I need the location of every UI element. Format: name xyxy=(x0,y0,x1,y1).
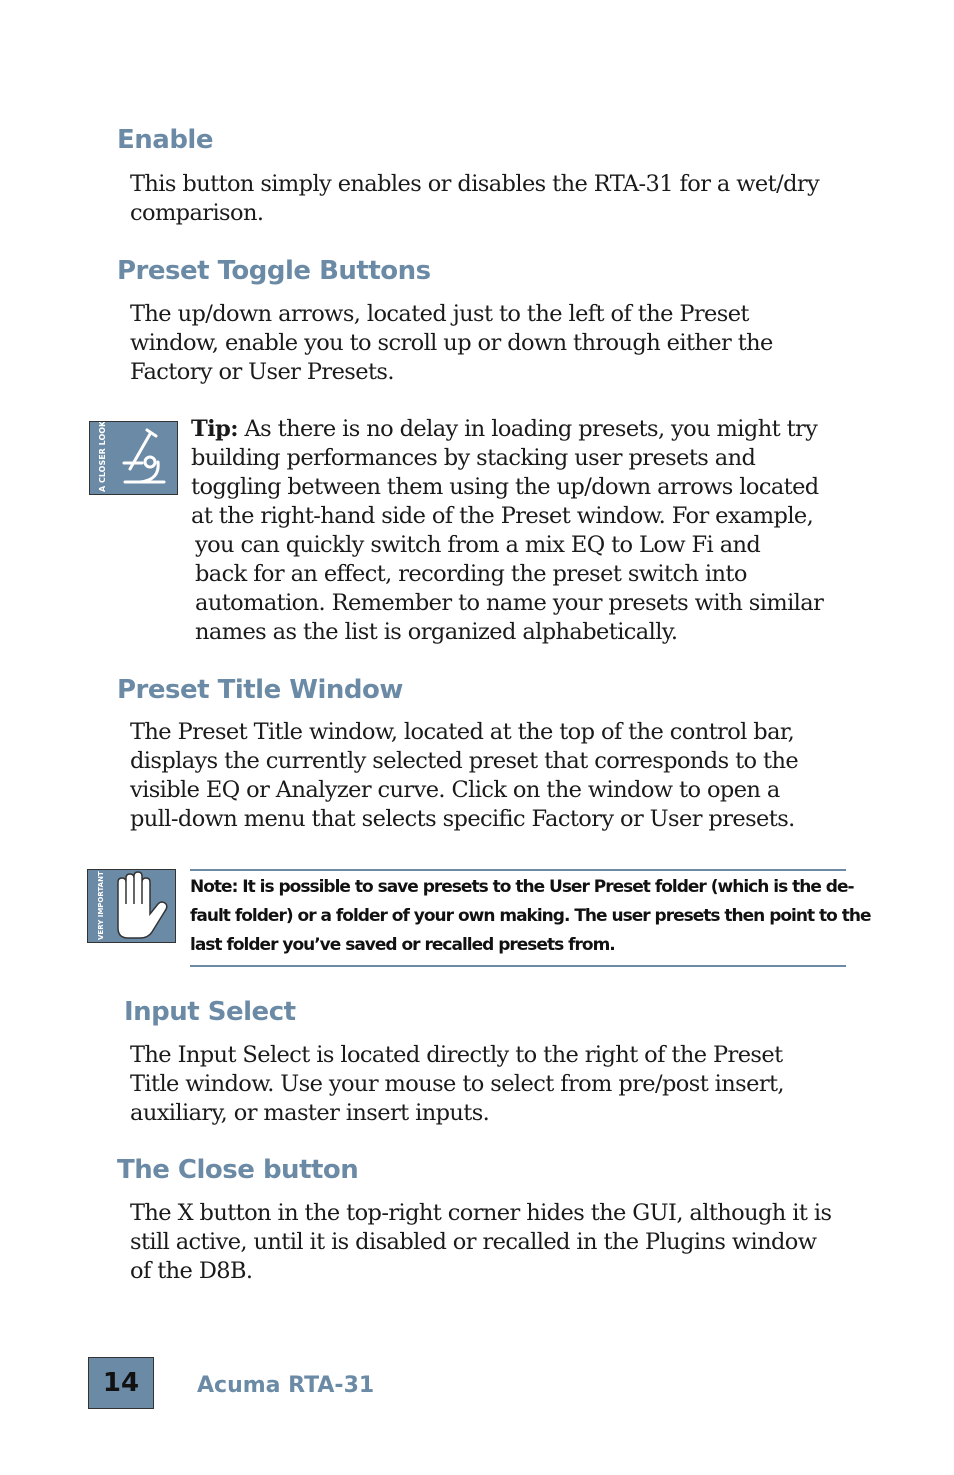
text-line: The Input Select is located directly to the right of the Preset xyxy=(130,1042,783,1068)
text-line: window, enable you to scroll up or down through either the xyxy=(130,330,773,356)
tip-label: Tip: xyxy=(191,416,238,442)
text-line: auxiliary, or master insert inputs. xyxy=(130,1100,490,1126)
footer-title: Acuma RTA-31 xyxy=(197,1373,375,1398)
heading-preset-toggle-buttons: Preset Toggle Buttons xyxy=(117,256,431,286)
hand-icon xyxy=(88,870,175,942)
paragraph-preset-title-window xyxy=(130,718,850,834)
heading-input-select: Input Select xyxy=(124,997,296,1027)
text-line: displays the currently selected preset that corresponds to the xyxy=(130,748,799,774)
heading-preset-title-window: Preset Title Window xyxy=(117,675,403,705)
text-line: pull-down menu that selects specific Factory or User presets. xyxy=(130,806,795,832)
microscope-icon xyxy=(90,422,177,494)
text-line: still active, until it is disabled or recalled in the Plugins window xyxy=(130,1229,817,1255)
text-line: The X button in the top-right corner hides the GUI, although it is xyxy=(130,1200,832,1226)
text-line: visible EQ or Analyzer curve. Click on the window to open a xyxy=(130,777,780,803)
heading-enable: Enable xyxy=(117,125,213,155)
text-line: comparison. xyxy=(130,200,264,226)
closer-look-label: A CLOSER LOOK xyxy=(98,422,107,492)
closer-look-icon xyxy=(89,421,178,495)
paragraph-input-select xyxy=(130,1041,850,1128)
text-line: Title window. Use your mouse to select from pre/post insert, xyxy=(130,1071,784,1097)
text-line: Factory or User Presets. xyxy=(130,359,394,385)
text-line: automation. Remember to name your presets with similar xyxy=(195,590,824,616)
tip-first-line-text: As there is no delay in loading presets, you might try xyxy=(237,416,818,442)
text-line: Note: It is possible to save presets to the User Preset folder (which is the de- xyxy=(190,877,854,897)
paragraph-enable xyxy=(130,170,850,228)
page-number: 14 xyxy=(88,1357,154,1409)
note-text xyxy=(190,873,871,960)
paragraph-preset-toggle-buttons xyxy=(130,300,850,387)
text-line: back for an effect, recording the preset switch into xyxy=(195,561,747,587)
text-line: you can quickly switch from a mix EQ to Low Fi and xyxy=(195,532,761,558)
text-line: The Preset Title window, located at the top of the control bar, xyxy=(130,719,795,745)
text-line: The up/down arrows, located just to the left of the Preset xyxy=(130,301,749,327)
tip-paragraph xyxy=(191,415,841,647)
paragraph-close-button xyxy=(130,1199,850,1286)
tip-first-line xyxy=(191,415,841,444)
text-line: last folder you’ve saved or recalled presets from. xyxy=(190,935,615,955)
text-line: This button simply enables or disables the RTA-31 for a wet/dry xyxy=(130,171,820,197)
text-line: fault folder) or a folder of your own making. The user presets then point to the xyxy=(190,906,871,926)
very-important-label: VERY IMPORTANT xyxy=(97,871,105,940)
text-line: names as the list is organized alphabetically. xyxy=(195,619,678,645)
text-line: at the right-hand side of the Preset window. For example, xyxy=(191,503,814,529)
text-line: of the D8B. xyxy=(130,1258,253,1284)
text-line: building performances by stacking user presets and xyxy=(191,445,756,471)
text-line: toggling between them using the up/down arrows located xyxy=(191,474,819,500)
very-important-icon xyxy=(87,869,176,943)
heading-close-button: The Close button xyxy=(117,1155,359,1185)
